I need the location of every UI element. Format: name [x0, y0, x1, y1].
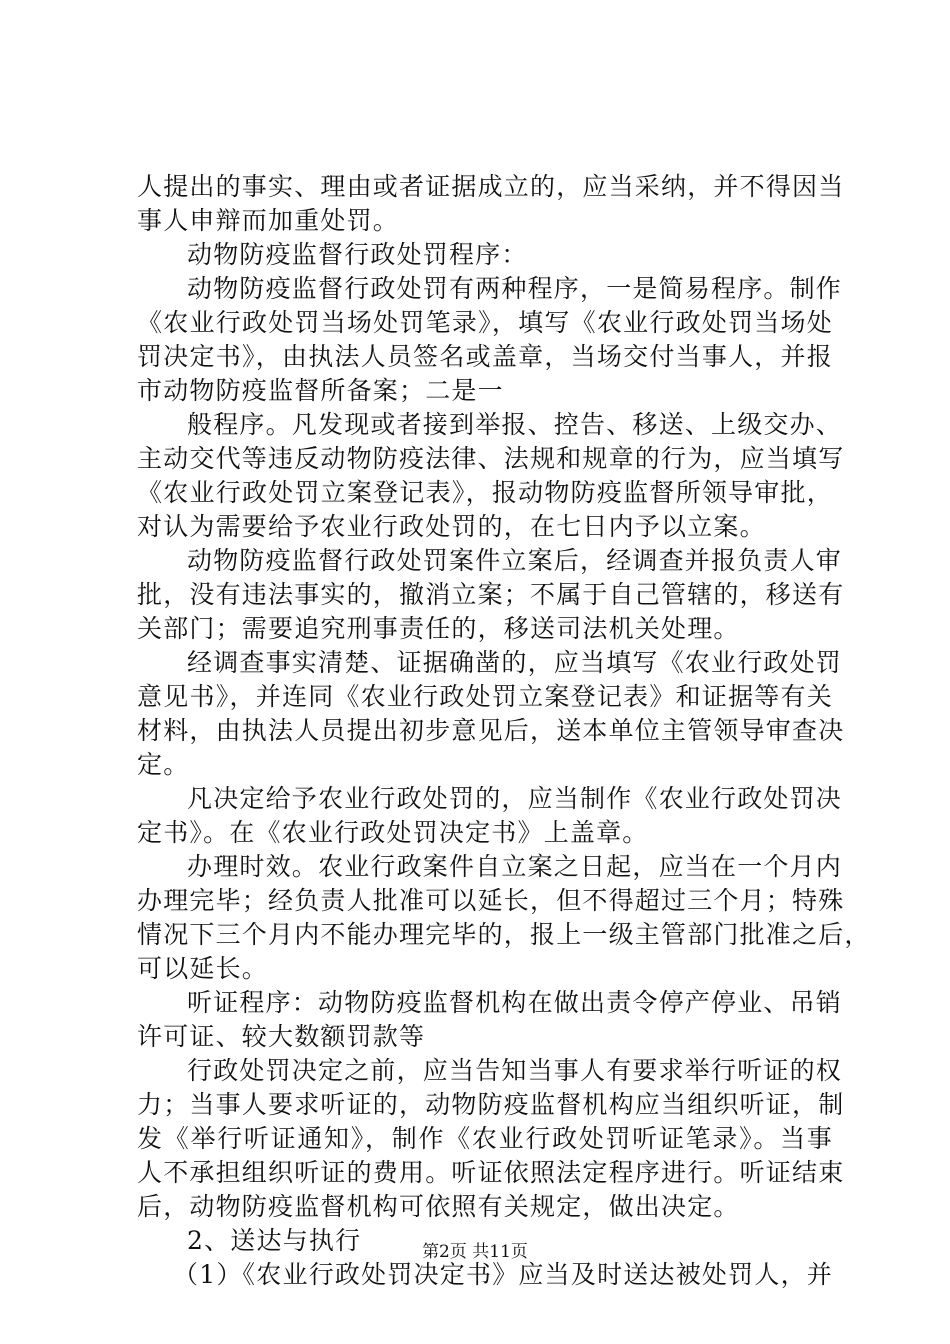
text-line: 力；当事人要求听证的，动物防疫监督机构应当组织听证，制: [137, 1090, 845, 1119]
text-line: 关部门；需要追究刑事责任的，移送司法机关处理。: [137, 614, 740, 643]
text-line: 听证程序：动物防疫监督机构在做出责令停产停业、吊销: [187, 988, 843, 1017]
text-line: 《农业行政处罚当场处罚笔录》，填写《农业行政处罚当场处: [137, 308, 833, 337]
document-body: [137, 170, 871, 1292]
text-line: 市动物防疫监督所备案；二是一: [137, 376, 504, 405]
page-number-footer: 第2页 共11页: [422, 1242, 528, 1262]
text-line: 情况下三个月内不能办理完毕的，报上一级主管部门批准之后，: [137, 920, 871, 949]
text-line: 罚决定书》，由执法人员签名或盖章，当场交付当事人，并报: [137, 342, 833, 371]
text-line: 办理完毕；经负责人批准可以延长，但不得超过三个月；特殊: [137, 886, 845, 915]
text-line: 《农业行政处罚立案登记表》，报动物防疫监督所领导审批，: [137, 478, 833, 507]
text-line: 批，没有违法事实的，撤消立案；不属于自己管辖的，移送有: [137, 580, 845, 609]
text-line: 办理时效。农业行政案件自立案之日起，应当在一个月内: [187, 852, 843, 881]
text-line: 动物防疫监督行政处罚案件立案后，经调查并报负责人审: [187, 546, 843, 575]
text-line: 对认为需要给予农业行政处罚的，在七日内予以立案。: [137, 512, 766, 541]
text-line: 意见书》，并连同《农业行政处罚立案登记表》和证据等有关: [137, 682, 833, 711]
text-line: 材料，由执法人员提出初步意见后，送本单位主管领导审查决: [137, 716, 845, 745]
section-heading: 2、送达与执行: [187, 1226, 362, 1255]
section-heading: 动物防疫监督行政处罚程序：: [187, 240, 528, 269]
text-line: 发《举行听证通知》，制作《农业行政处罚听证笔录》。当事: [137, 1124, 833, 1153]
text-line: （1）《农业行政处罚决定书》应当及时送达被处罚人，并: [173, 1260, 833, 1289]
text-line: 人不承担组织听证的费用。听证依照法定程序进行。听证结束: [137, 1158, 845, 1187]
text-line: 可以延长。: [137, 954, 269, 983]
text-line: 般程序。凡发现或者接到举报、控告、移送、上级交办、: [187, 410, 843, 439]
text-line: 人提出的事实、理由或者证据成立的，应当采纳，并不得因当: [137, 172, 845, 201]
text-line: 事人申辩而加重处罚。: [137, 206, 400, 235]
text-line: 动物防疫监督行政处罚有两种程序，一是简易程序。制作: [187, 274, 843, 303]
text-line: 定。: [137, 750, 190, 779]
text-line: 主动交代等违反动物防疫法律、法规和规章的行为，应当填写: [137, 444, 845, 473]
text-line: 后，动物防疫监督机构可依照有关规定，做出决定。: [137, 1192, 740, 1221]
text-line: 许可证、较大数额罚款等: [137, 1022, 426, 1051]
text-line: 凡决定给予农业行政处罚的，应当制作《农业行政处罚决: [187, 784, 843, 813]
text-line: 经调查事实清楚、证据确凿的，应当填写《农业行政处罚: [187, 648, 843, 677]
text-line: 定书》。在《农业行政处罚决定书》上盖章。: [137, 818, 649, 847]
text-line: 行政处罚决定之前，应当告知当事人有要求举行听证的权: [187, 1056, 843, 1085]
